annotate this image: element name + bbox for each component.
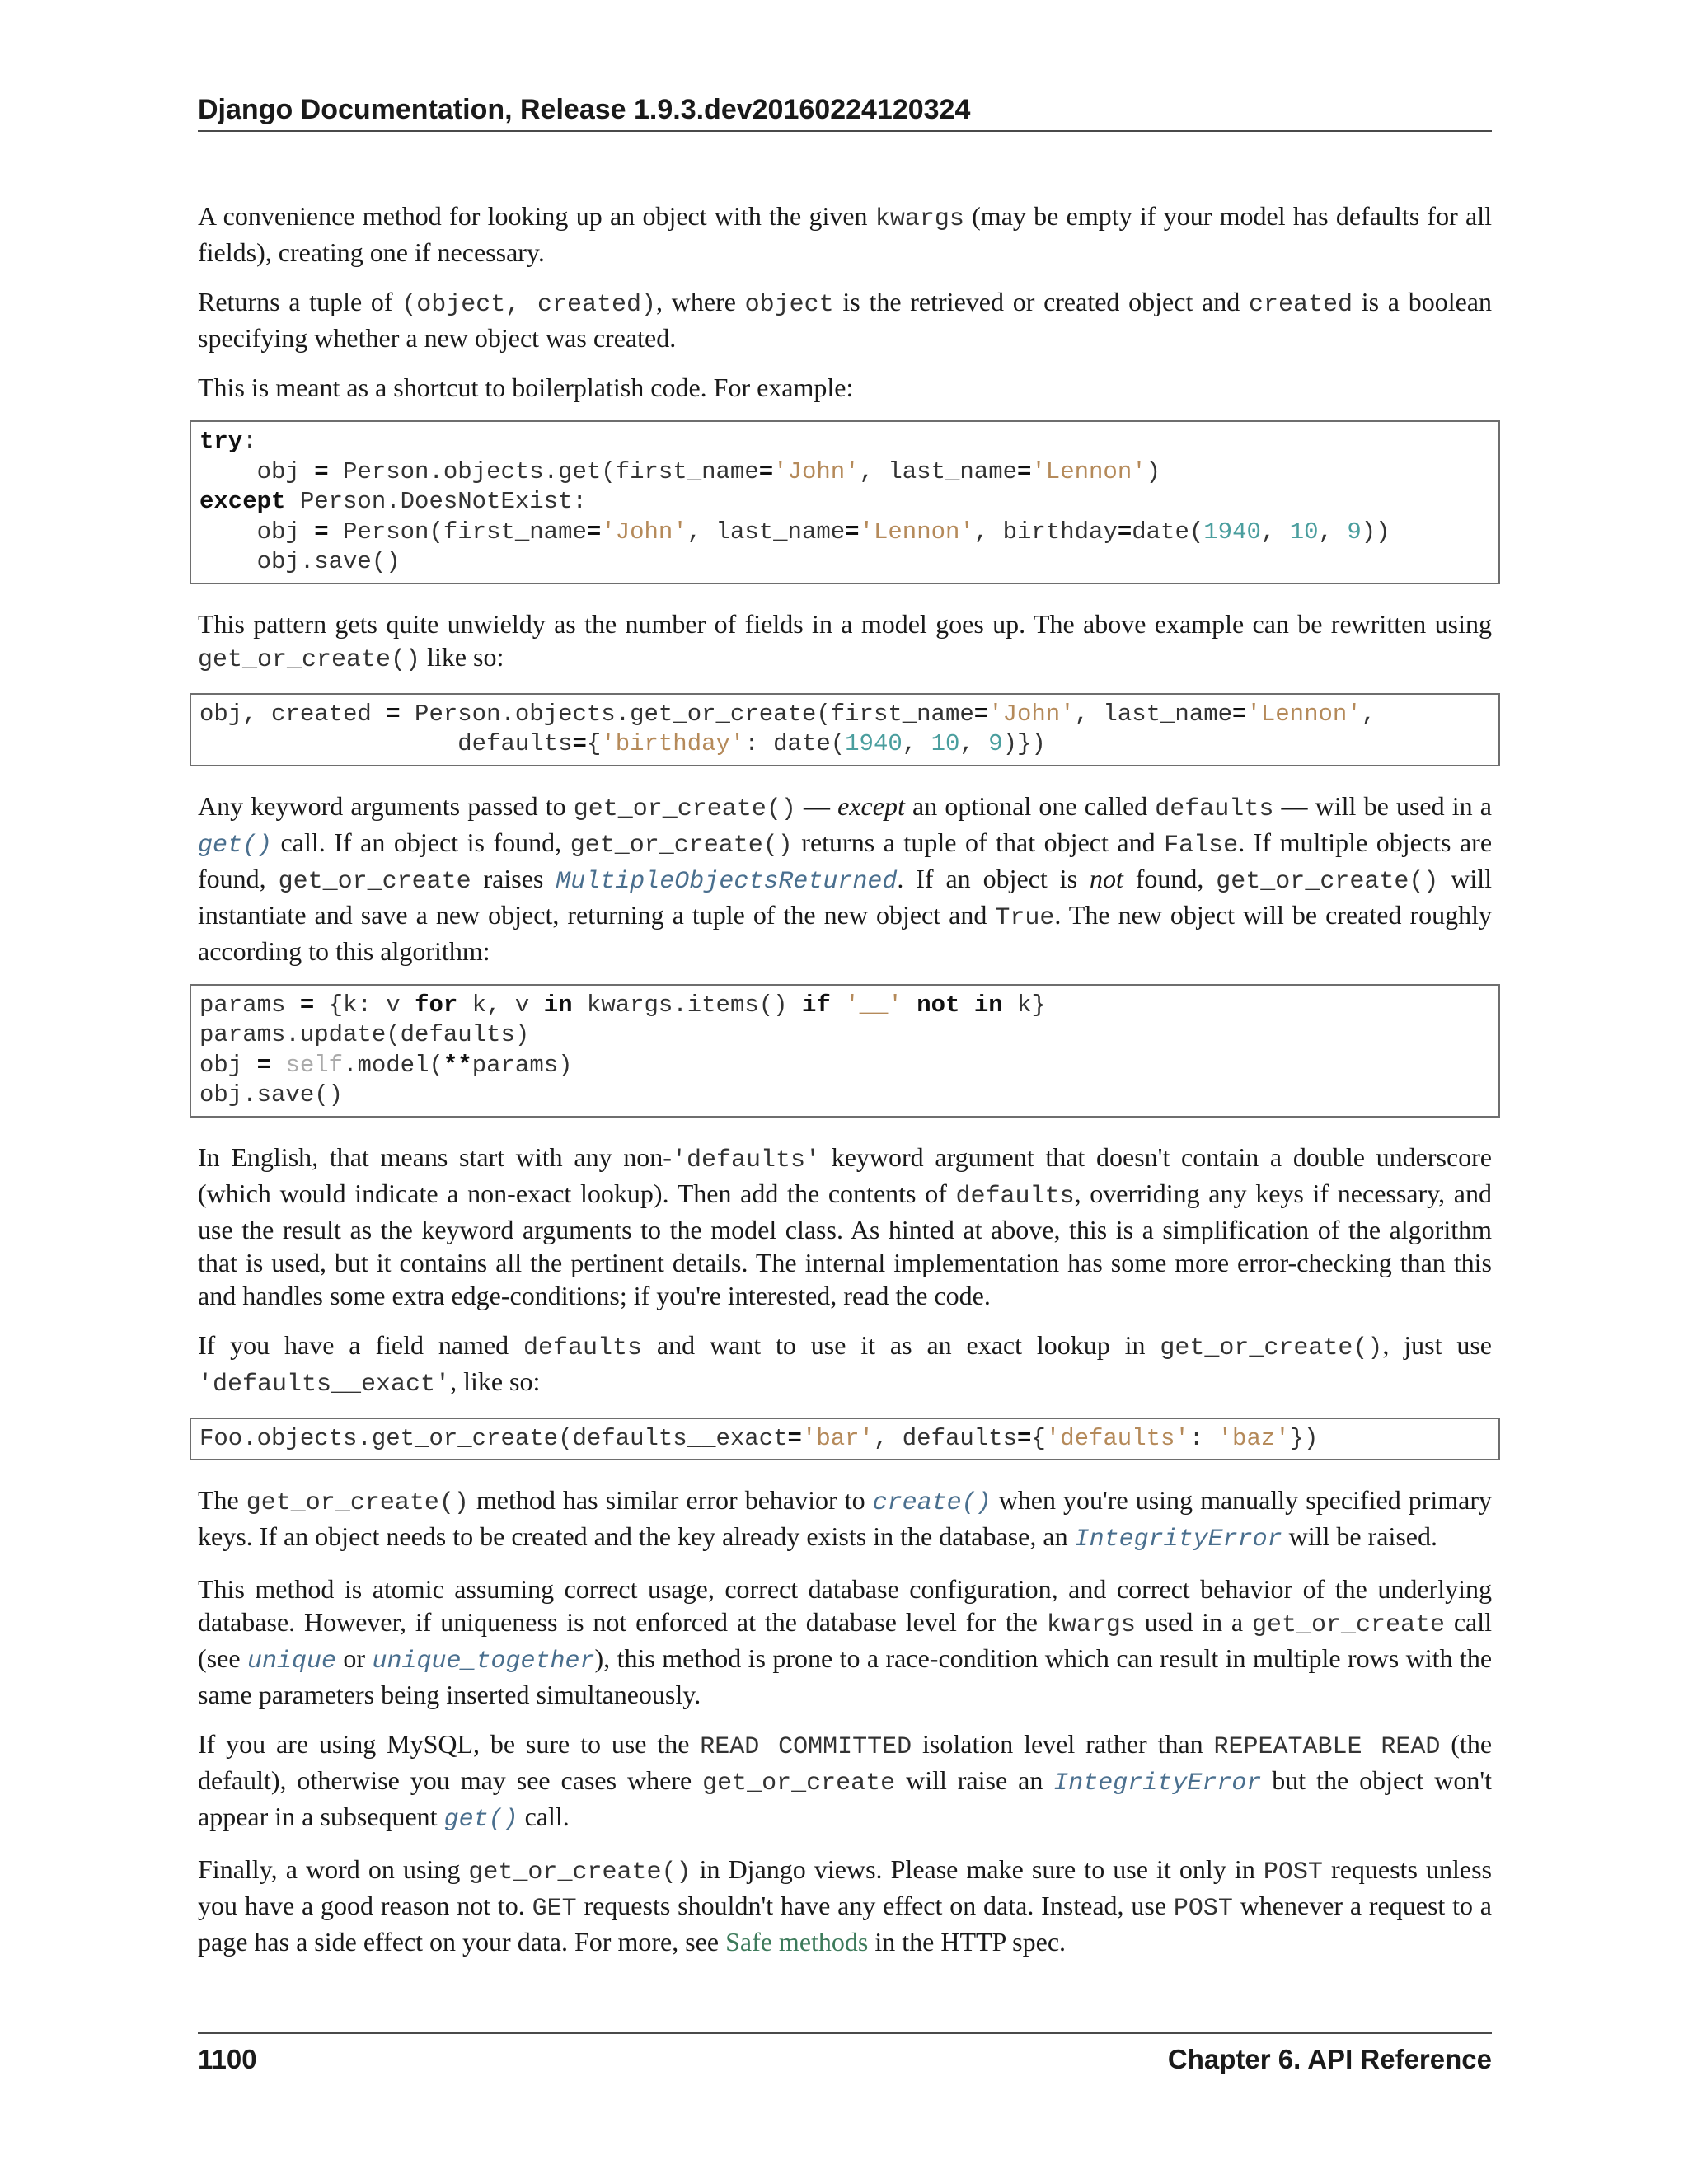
running-footer: [198, 2041, 1492, 2079]
link-integrity-error[interactable]: IntegrityError: [1053, 1769, 1262, 1797]
link-create[interactable]: create(): [872, 1489, 992, 1517]
paragraph-error-behavior: The get_or_create() method has similar error behavior to create() when you're using manually specified primary keys. If an object needs to be created and the key already exists in the database, an IntegrityError will be raised.: [198, 1485, 1493, 1554]
link-multiple-objects-returned[interactable]: MultipleObjectsReturned: [556, 867, 898, 896]
paragraph-unwieldy: This pattern gets quite unwieldy as the number of fields in a model goes up. The above example can be rewritten using get_or_create() like so:: [198, 608, 1492, 674]
paragraph-atomic: This method is atomic assuming correct usage, correct database configuration, and correct behavior of the underlying database. However, if uniqueness is not enforced at the database level for the kwargs used in a get_or_create call (see unique or unique_together), this method is prone to a race-condition which can result in multiple rows with the same parameters being inserted simultaneously.: [198, 1574, 1493, 1709]
code-block-get-or-create: obj, created = Person.objects.get_or_create(first_name='John', last_name='Lennon', defaults={'birthday': date(1940, 10, 9)}): [190, 693, 1500, 766]
inline-code: object: [744, 291, 834, 319]
link-get[interactable]: get(): [443, 1806, 518, 1834]
page-number: 1100: [198, 2044, 257, 2074]
paragraph-returns: Returns a tuple of (object, created), where object is the retrieved or created object and created is a boolean specifying whether a new object was created.: [198, 287, 1493, 353]
paragraph-intro: A convenience method for looking up an object with the given kwargs (may be empty if your model has defaults for all fields), creating one if necessary.: [198, 201, 1493, 267]
code-block-algorithm: params = {k: v for k, v in kwargs.items() if '__' not in k} params.update(defaults) obj = self.model(**params) obj.save(): [190, 984, 1500, 1118]
footer-rule: [198, 2032, 1492, 2034]
inline-code: kwargs: [874, 205, 964, 233]
paragraph-defaults-field: If you have a field named defaults and want to use it as an exact lookup in get_or_create(), just use 'defaults__exact', like so:: [198, 1329, 1493, 1399]
link-integrity-error[interactable]: IntegrityError: [1074, 1526, 1282, 1554]
code-block-try-except: try: obj = Person.objects.get(first_name='John', last_name='Lennon') except Person.DoesNotExist: obj = Person(first_name='John', last_name='Lennon', birthday=date(1940, 10, 9)) obj.save(): [190, 420, 1500, 584]
paragraph-in-english: In English, that means start with any non-'defaults' keyword argument that doesn't contain a double underscore (which would indicate a non-exact lookup). Then add the contents of defaults, overriding any keys if necessary, and use the result as the keyword arguments to the model class. As hinted at above, this is a simplification of the algorithm that is used, but it contains all the pertinent details. The internal implementation has some more error-checking than this and handles some extra edge-conditions; if you're interested, read the code.: [198, 1141, 1493, 1310]
link-get[interactable]: get(): [198, 831, 273, 860]
paragraph-shortcut: This is meant as a shortcut to boilerplatish code. For example:: [198, 373, 854, 402]
link-unique[interactable]: unique: [246, 1647, 336, 1675]
header-rule: [198, 130, 1492, 132]
main-content: [198, 199, 1492, 1975]
inline-code: get_or_create(): [198, 645, 421, 674]
paragraph-mysql: If you are using MySQL, be sure to use the READ COMMITTED isolation level rather than REPEATABLE READ (the default), otherwise you may see cases where get_or_create will raise an IntegrityError but the object won't appear in a subsequent get() call.: [198, 1729, 1493, 1834]
inline-code: (object, created): [401, 291, 657, 319]
link-safe-methods[interactable]: Safe methods: [725, 1927, 869, 1957]
paragraph-keyword-arguments: Any keyword arguments passed to get_or_create() — except an optional one called defaults — will be used in a get() call. If an object is found, get_or_create() returns a tuple of that object and False. If multiple objects are found, get_or_create raises MultipleObjectsReturned. If an object is not found, get_or_create() will instantiate and save a new object, returning a tuple of the new object and True. The new object will be created roughly according to this algorithm:: [198, 790, 1493, 966]
link-unique-together[interactable]: unique_together: [372, 1647, 595, 1675]
chapter-title: Chapter 6. API Reference: [1167, 2044, 1492, 2074]
code-block-defaults-exact: Foo.objects.get_or_create(defaults__exact='bar', defaults={'defaults': 'baz'}): [190, 1418, 1500, 1461]
inline-code: created: [1248, 291, 1353, 319]
paragraph-views: Finally, a word on using get_or_create() in Django views. Please make sure to use it only in POST requests unless you have a good reason not to. GET requests shouldn't have any effect on data. Instead, use POST whenever a request to a page has a side effect on your data. For more, see Safe methods in the HTTP spec.: [198, 1854, 1493, 1957]
running-header: Django Documentation, Release 1.9.3.dev20160224120324: [198, 94, 971, 125]
